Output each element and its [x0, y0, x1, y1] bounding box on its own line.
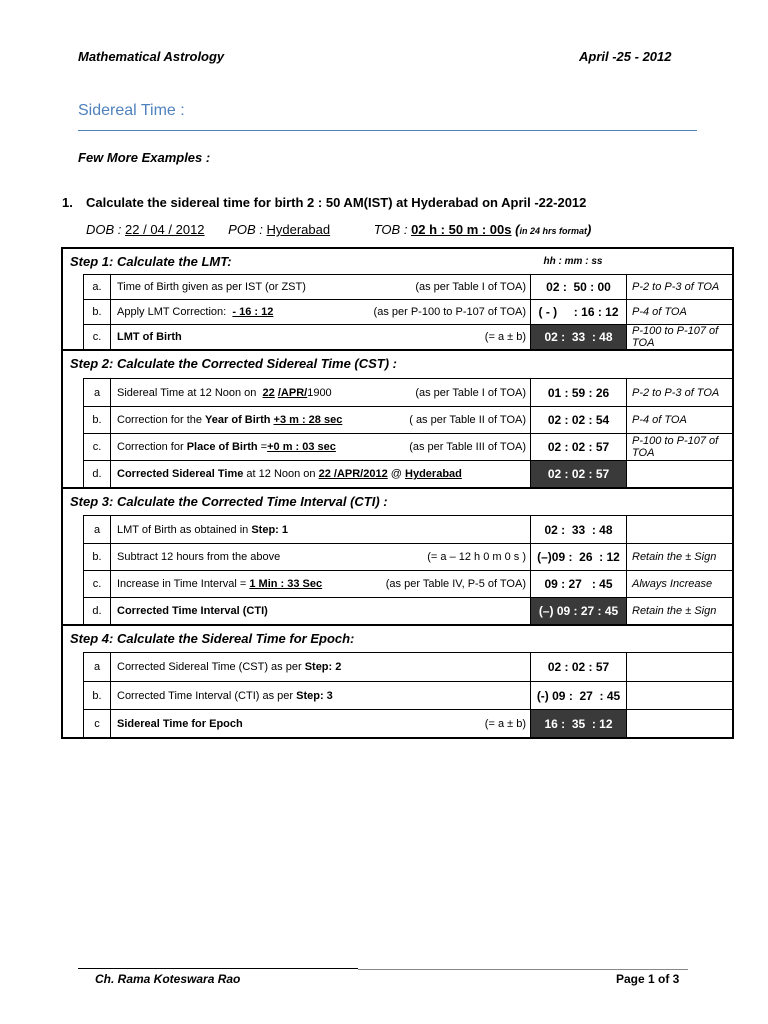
question-number: 1.	[62, 195, 73, 210]
row-note	[626, 710, 732, 737]
footer-rule-light	[358, 969, 688, 970]
question-text: Calculate the sidereal time for birth 2 : 50 AM(IST) at Hyderabad on April -22-2012	[86, 195, 587, 210]
row-letter: a	[83, 653, 110, 681]
row-letter: c.	[83, 325, 110, 349]
row-desc-bold: Step: 1	[251, 523, 289, 536]
row-date: 22 /APR/2012	[318, 468, 388, 480]
row-correction: +0 m : 03 sec	[267, 441, 336, 453]
row-place: Hyderabad	[405, 468, 462, 480]
row-note	[626, 682, 732, 709]
row-letter: c.	[83, 434, 110, 460]
row-desc	[110, 598, 530, 624]
dob-value: 22 / 04 / 2012	[125, 222, 205, 237]
table-row	[83, 299, 732, 324]
row-value: 09 : 27 : 45	[530, 571, 626, 597]
table-row	[83, 406, 732, 433]
row-ref: (as per Table IV, P-5 of TOA)	[385, 578, 526, 590]
row-desc	[110, 325, 530, 349]
row-note: P-4 of TOA	[626, 407, 732, 433]
row-note	[626, 461, 732, 487]
row-desc	[110, 300, 530, 324]
row-ref: (= a – 12 h 0 m 0 s )	[427, 551, 526, 563]
row-at: @	[390, 468, 402, 480]
row-value: (-) 09 : 27 : 45	[530, 682, 626, 709]
row-letter: d.	[83, 461, 110, 487]
row-letter: b.	[83, 300, 110, 324]
tob-value: 02 h : 50 m : 00s	[411, 222, 512, 237]
row-desc	[110, 571, 530, 597]
row-eq: =	[260, 441, 268, 453]
row-correction: 1 Min : 33 Sec	[249, 578, 323, 590]
fmt-close: )	[587, 222, 592, 237]
row-value: 02 : 02 : 57	[530, 653, 626, 681]
footer-author: Ch. Rama Koteswara Rao	[95, 972, 241, 986]
row-date-day: 22	[262, 386, 275, 399]
row-note	[626, 653, 732, 681]
row-letter: b.	[83, 544, 110, 570]
row-date-year: 1900	[307, 386, 332, 399]
row-note: P-100 to P-107 of TOA	[626, 434, 732, 460]
row-ref: (as per Table I of TOA)	[415, 281, 526, 293]
pob-value: Hyderabad	[266, 222, 331, 237]
table-row	[83, 652, 732, 681]
time-format-header: hh : mm : ss	[543, 256, 603, 267]
row-desc-bold: Step: 3	[296, 689, 333, 702]
row-ref: (as per Table III of TOA)	[409, 441, 526, 453]
table-row	[83, 515, 732, 543]
section-title: Sidereal Time :	[78, 102, 185, 119]
footer-page: Page 1 of 3	[616, 972, 680, 986]
row-value: (–)09 : 26 : 12	[530, 544, 626, 570]
row-note: P-4 of TOA	[626, 300, 732, 324]
row-desc-bold: Corrected Time Interval (	[117, 605, 247, 617]
row-desc	[110, 682, 530, 709]
row-letter: a.	[83, 275, 110, 299]
row-desc-text: at 12 Noon on	[246, 468, 316, 480]
row-desc-text: LMT of Birth as obtained in	[117, 523, 249, 536]
row-desc-bold: Year of Birth	[205, 414, 271, 426]
row-desc	[110, 379, 530, 406]
row-desc-text: Correction for the	[117, 414, 202, 426]
step2-title: Step 2: Calculate the Corrected Sidereal Time (CST) :	[70, 356, 398, 371]
footer-rule	[78, 968, 358, 969]
row-note: P-2 to P-3 of TOA	[626, 275, 732, 299]
table-row	[83, 597, 732, 624]
row-desc	[110, 461, 530, 487]
table-row	[83, 324, 732, 349]
row-desc-text: Correction for	[117, 441, 184, 453]
row-value: 02 : 02 : 57	[530, 434, 626, 460]
row-value-result: 02 : 02 : 57	[530, 461, 626, 487]
row-desc-text: Sidereal Time for Epoch	[117, 717, 243, 730]
row-desc-bold: Step: 2	[304, 661, 342, 673]
row-desc-bold: Corrected Sidereal Time	[117, 468, 244, 480]
row-note: Always Increase	[626, 571, 732, 597]
row-letter: b.	[83, 682, 110, 709]
row-note: P-2 to P-3 of TOA	[626, 379, 732, 406]
calculation-table	[61, 247, 734, 739]
table-row	[83, 378, 732, 406]
tob-label: TOB :	[373, 222, 408, 237]
step1-title: Step 1: Calculate the LMT:	[70, 254, 232, 269]
row-desc-close: )	[264, 605, 268, 617]
row-desc	[110, 653, 530, 681]
row-date-month: /APR/	[277, 386, 308, 399]
row-letter: b.	[83, 407, 110, 433]
row-ref: ( as per Table II of TOA)	[409, 414, 526, 426]
subtitle: Few More Examples :	[78, 150, 211, 165]
row-value-result: 02 : 33 : 48	[530, 325, 626, 349]
table-row	[83, 460, 732, 487]
row-desc-text: Increase in Time Interval =	[117, 578, 247, 590]
header-date: April -25 - 2012	[579, 49, 672, 64]
row-desc	[110, 544, 530, 570]
fmt-open: (	[515, 222, 520, 237]
title-underline	[78, 130, 697, 131]
row-desc-bold: Place of Birth	[186, 441, 258, 453]
step3-title: Step 3: Calculate the Corrected Time Interval (CTI) :	[70, 494, 388, 509]
question	[62, 195, 586, 210]
header-title: Mathematical Astrology	[78, 49, 225, 64]
table-row	[83, 681, 732, 709]
row-desc-text: LMT of Birth	[117, 331, 182, 343]
row-value-result: (–) 09 : 27 : 45	[530, 598, 626, 624]
birth-info	[86, 222, 591, 237]
pob-label: POB :	[228, 222, 263, 237]
table-row	[83, 433, 732, 460]
row-letter: d.	[83, 598, 110, 624]
fmt-note: in 24 hrs format	[519, 226, 588, 236]
row-note: P-100 to P-107 of TOA	[626, 325, 732, 349]
row-note: Retain the ± Sign	[626, 598, 732, 624]
row-value: 02 : 02 : 54	[530, 407, 626, 433]
row-ref: (= a ± b)	[484, 717, 526, 730]
row-note	[626, 516, 732, 543]
row-desc-text: Subtract 12 hours from the above	[117, 551, 281, 563]
dob-label: DOB :	[86, 222, 122, 237]
row-desc-text: Corrected Sidereal Time (CST) as per	[117, 661, 302, 673]
row-value-result: 16 : 35 : 12	[530, 710, 626, 737]
row-desc	[110, 275, 530, 299]
row-value: 02 : 33 : 48	[530, 516, 626, 543]
row-ref: (as per P-100 to P-107 of TOA)	[373, 306, 526, 318]
table-row	[83, 709, 732, 737]
row-letter: a	[83, 516, 110, 543]
row-desc-abbr: CTI	[246, 605, 265, 617]
row-correction: +3 m : 28 sec	[273, 414, 343, 426]
row-value: ( - ) : 16 : 12	[530, 300, 626, 324]
row-desc-text: Sidereal Time at 12 Noon on	[117, 386, 257, 399]
row-ref: (= a ± b)	[484, 331, 526, 343]
row-desc	[110, 434, 530, 460]
row-desc-text: Time of Birth given as per IST (or ZST)	[117, 281, 306, 293]
row-desc	[110, 710, 530, 737]
row-ref: (as per Table I of TOA)	[415, 386, 526, 399]
row-desc	[110, 516, 530, 543]
row-correction: - 16 : 12	[232, 306, 274, 318]
row-value: 01 : 59 : 26	[530, 379, 626, 406]
table-row	[83, 570, 732, 597]
table-row	[83, 543, 732, 570]
row-letter: c	[83, 710, 110, 737]
row-letter: c.	[83, 571, 110, 597]
row-note: Retain the ± Sign	[626, 544, 732, 570]
step4-title: Step 4: Calculate the Sidereal Time for Epoch:	[70, 631, 355, 646]
table-row	[83, 274, 732, 299]
row-desc-text: Corrected Time Interval (CTI) as per	[117, 689, 294, 702]
row-letter: a	[83, 379, 110, 406]
row-value: 02 : 50 : 00	[530, 275, 626, 299]
row-desc-text: Apply LMT Correction:	[117, 306, 227, 318]
row-desc	[110, 407, 530, 433]
